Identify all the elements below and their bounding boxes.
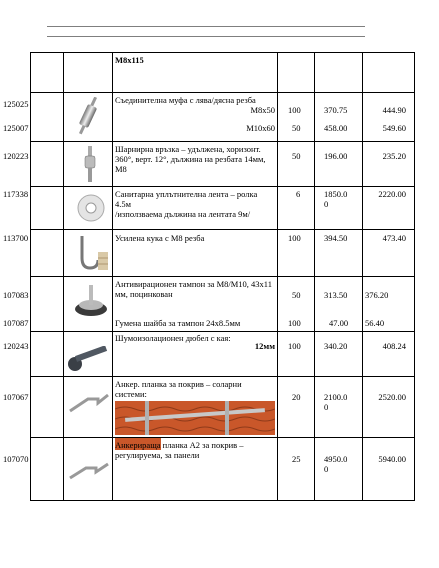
price-gross: 56.40 [365, 318, 385, 328]
price-net: 47.00 [329, 318, 349, 328]
price-cell [315, 53, 363, 93]
quantity: 100 [288, 341, 301, 351]
image-cell [64, 277, 113, 332]
qty-cell [278, 230, 315, 277]
desc-cell [113, 187, 278, 230]
price-cell [363, 230, 415, 277]
qty-cell [278, 438, 315, 501]
sealing-tape-roll-photo [76, 193, 106, 223]
code-cell [3, 187, 64, 230]
product-code: 120243 [3, 341, 29, 351]
image-cell [64, 438, 113, 501]
price-gross: 408.24 [382, 341, 406, 351]
table-row [31, 53, 415, 93]
quantity: 50 [292, 290, 301, 300]
price-net: 4950.0 0 [324, 454, 348, 474]
product-description: Гумена шайба за тампон 24x8.5мм [115, 318, 241, 328]
product-code: 113700 [3, 233, 29, 243]
product-size: M8x50 [250, 105, 275, 115]
product-code: 125025 [3, 99, 29, 109]
image-cell [64, 142, 113, 187]
qty-cell [278, 142, 315, 187]
table-row [31, 230, 415, 277]
coupling-sleeve-photo [76, 97, 102, 135]
product-note: /използваема дължина на лентата 9м/ [115, 209, 251, 219]
image-cell [64, 230, 113, 277]
product-code: 107087 [3, 318, 29, 328]
price-cell [315, 332, 363, 377]
desc-cell [113, 93, 278, 142]
price-net: 370.75 [324, 105, 348, 115]
table-row [31, 187, 415, 230]
product-size: M10x60 [246, 123, 275, 133]
product-description: Усилена кука с M8 резба [115, 233, 205, 243]
product-code: 120223 [3, 151, 29, 161]
price-gross: 235.20 [382, 151, 406, 161]
table-row [31, 377, 415, 438]
product-description: Анкерираща планка A2 за покрив – регулируема, за панели [115, 440, 244, 460]
header-rule-top [47, 26, 365, 27]
price-net: 340.20 [324, 341, 348, 351]
code-cell [31, 53, 64, 93]
code-cell [3, 438, 64, 501]
price-gross: 473.40 [382, 233, 406, 243]
model-label: M8x115 [115, 55, 144, 65]
product-code: 107070 [3, 454, 29, 464]
quantity: 100 [288, 105, 301, 115]
vibration-damper-photo [72, 281, 110, 319]
price-cell [363, 332, 415, 377]
price-cell [315, 230, 363, 277]
roof-anchor-plate-photo [68, 393, 110, 415]
code-cell [3, 332, 64, 377]
product-description: Антивирационен тампон за M8/M10, 43x11 мм, поцинкован [115, 279, 272, 299]
code-cell [3, 230, 64, 277]
quantity: 50 [292, 151, 301, 161]
quantity: 25 [292, 454, 301, 464]
desc-cell [113, 377, 278, 438]
table-row [31, 93, 415, 142]
product-price-table [3, 52, 415, 501]
price-cell [315, 187, 363, 230]
insulation-dowel-photo [66, 346, 112, 372]
product-code: 117338 [3, 189, 29, 199]
quantity: 20 [292, 392, 301, 402]
price-cell [363, 377, 415, 438]
price-cell [315, 277, 363, 332]
qty-cell [278, 187, 315, 230]
price-cell [315, 93, 363, 142]
code-cell [3, 142, 64, 187]
price-gross: 549.60 [382, 123, 406, 133]
price-gross: 444.90 [382, 105, 406, 115]
product-code: 107067 [3, 392, 29, 402]
qty-cell [278, 53, 315, 93]
image-cell [64, 377, 113, 438]
table-row [31, 277, 415, 332]
quantity: 50 [292, 123, 301, 133]
table-row [31, 142, 415, 187]
price-cell [315, 438, 363, 501]
qty-cell [278, 93, 315, 142]
qty-cell [278, 377, 315, 438]
desc-cell [113, 277, 278, 332]
price-cell [363, 187, 415, 230]
image-cell [64, 332, 113, 377]
price-gross: 2520.00 [378, 392, 406, 402]
price-net: 2100.0 0 [324, 392, 348, 412]
price-cell [363, 277, 415, 332]
hinge-joint-photo [82, 146, 98, 182]
quantity: 100 [288, 233, 301, 243]
price-cell [315, 142, 363, 187]
roof-tiles-mounting-photo [115, 401, 275, 435]
quantity: 6 [296, 189, 301, 199]
price-cell [363, 438, 415, 501]
price-cell [363, 142, 415, 187]
desc-cell [113, 438, 278, 501]
price-gross: 2220.00 [378, 189, 406, 199]
qty-cell [278, 332, 315, 377]
price-gross: 376.20 [365, 290, 389, 300]
price-gross: 5940.00 [378, 454, 406, 464]
product-code: 125007 [3, 123, 29, 133]
price-net: 313.50 [324, 290, 348, 300]
code-cell [3, 93, 64, 142]
product-size: 12мм [254, 341, 275, 351]
product-description: Съединителна муфа с лява/дясна резба [115, 95, 256, 105]
product-description: Шарнирна връзка – удължена, хоризонт. 360°, верт. 12°, дължина на резбата 14мм, M8 [115, 144, 266, 174]
code-cell [3, 377, 64, 438]
image-cell [64, 187, 113, 230]
desc-cell [113, 332, 278, 377]
header-rule-bottom [47, 36, 365, 37]
price-net: 394.50 [324, 233, 348, 243]
code-cell [3, 277, 64, 332]
product-code: 107083 [3, 290, 29, 300]
price-cell [363, 93, 415, 142]
price-net: 196.00 [324, 151, 348, 161]
product-description: Санитарна уплътнителна лента – ролка 4.5м [115, 189, 258, 209]
qty-cell [278, 277, 315, 332]
price-cell [363, 53, 415, 93]
product-description: Шумоизолационен дюбел с кая: [115, 333, 231, 343]
reinforced-hook-photo [74, 232, 110, 274]
price-cell [315, 377, 363, 438]
price-net: 1850.0 0 [324, 189, 348, 209]
price-net: 458.00 [324, 123, 348, 133]
adjustable-anchor-plate-photo [68, 460, 110, 482]
image-cell [64, 93, 113, 142]
desc-cell [113, 142, 278, 187]
table-row [31, 332, 415, 377]
desc-cell [113, 230, 278, 277]
quantity: 100 [288, 318, 301, 328]
table-row [31, 438, 415, 501]
desc-cell [113, 53, 278, 93]
product-description: Анкер. планка за покрив – соларни системи: [115, 379, 242, 399]
image-cell [64, 53, 113, 93]
